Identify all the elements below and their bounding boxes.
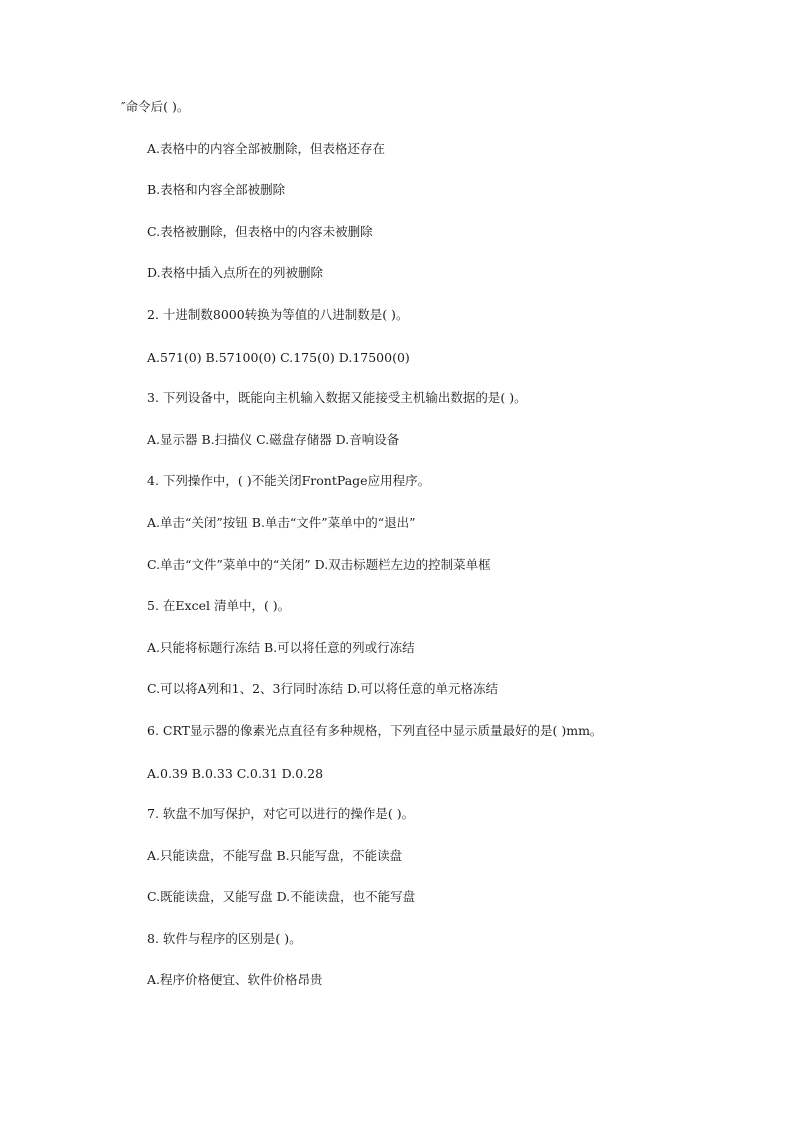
q5-options-cd: C.可以将A列和1、2、3行同时冻结 D.可以将任意的单元格冻结 <box>147 681 499 696</box>
q1-option-b: B.表格和内容全部被删除 <box>147 182 286 197</box>
q1-option-c: C.表格被删除，但表格中的内容未被删除 <box>147 224 373 239</box>
q4-options-ab: A.单击“关闭”按钮 B.单击“文件”菜单中的“退出” <box>147 515 416 530</box>
q7-options-ab: A.只能读盘，不能写盘 B.只能写盘，不能读盘 <box>147 848 403 863</box>
q6-options: A.0.39 B.0.33 C.0.31 D.0.28 <box>147 766 324 781</box>
q5-options-ab: A.只能将标题行冻结 B.可以将任意的列或行冻结 <box>147 640 415 655</box>
question-5: 5. 在Excel 清单中，( )。 <box>147 598 291 613</box>
q1-option-a: A.表格中的内容全部被删除，但表格还存在 <box>147 141 386 156</box>
q4-options-cd: C.单击“文件”菜单中的“关闭” D.双击标题栏左边的控制菜单框 <box>147 557 491 572</box>
q2-options: A.571(0) B.57100(0) C.175(0) D.17500(0) <box>147 350 410 365</box>
question-1-tail: ″命令后( )。 <box>121 99 190 114</box>
question-3: 3. 下列设备中，既能向主机输入数据又能接受主机输出数据的是( )。 <box>147 390 527 405</box>
question-8: 8. 软件与程序的区别是( )。 <box>147 931 302 946</box>
question-2: 2. 十进制数8000转换为等值的八进制数是( )。 <box>147 307 409 322</box>
q8-option-a: A.程序价格便宜、软件价格昂贵 <box>147 972 323 987</box>
q7-options-cd: C.既能读盘，又能写盘 D.不能读盘，也不能写盘 <box>147 889 416 904</box>
q1-option-d: D.表格中插入点所在的列被删除 <box>147 265 324 280</box>
q3-options: A.显示器 B.扫描仪 C.磁盘存储器 D.音响设备 <box>147 432 400 447</box>
question-6: 6. CRT显示器的像素光点直径有多种规格，下列直径中显示质量最好的是( )mm。 <box>147 723 603 738</box>
question-7: 7. 软盘不加写保护，对它可以进行的操作是( )。 <box>147 806 415 821</box>
question-4: 4. 下列操作中，( )不能关闭FrontPage应用程序。 <box>147 473 431 488</box>
